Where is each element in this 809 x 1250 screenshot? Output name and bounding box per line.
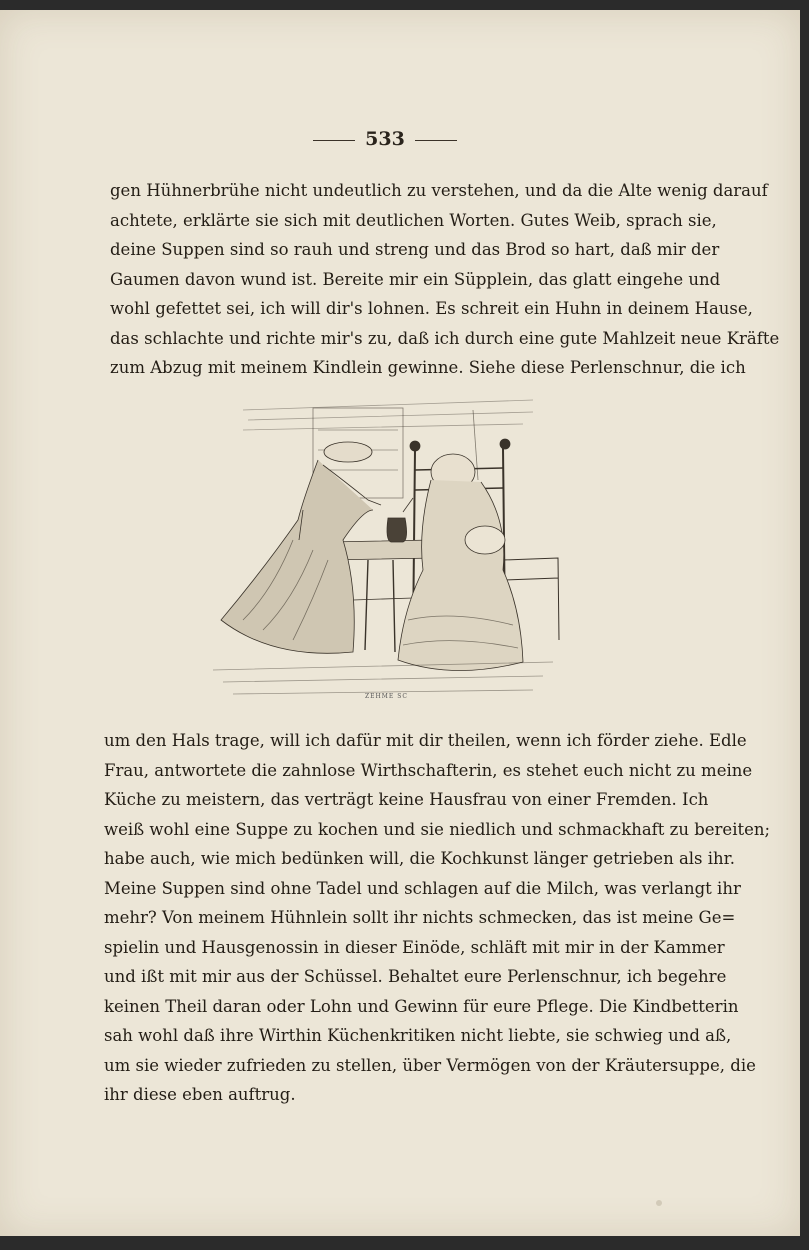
text-line: um den Hals trage, will ich dafür mit dir theilen, wenn ich förder ziehe. Edle: [104, 731, 747, 750]
text-line: Frau, antwortete die zahnlose Wirthschafterin, es stehet euch nicht zu meine: [104, 760, 753, 780]
text-line: ihr diese eben auftrug.: [104, 1085, 296, 1104]
text-line: gen Hühnerbrühe nicht undeutlich zu verstehen, und da die Alte wenig darauf: [110, 181, 768, 200]
text-line: Meine Suppen sind ohne Tadel und schlagen auf die Milch, was verlangt ihr: [104, 878, 741, 898]
page-number-text: 533: [365, 128, 405, 150]
text-line: spielin und Hausgenossin in dieser Einöde, schläft mit mir in der Kammer: [104, 937, 725, 957]
text-line: und ißt mit mir aus der Schüssel. Behaltet eure Perlenschnur, ich begehre: [104, 967, 727, 986]
book-page: [0, 10, 800, 1236]
page-number-dash-right: [415, 140, 457, 141]
page-number-dash-left: [313, 140, 355, 141]
illustration-signature: ZEHME SC: [365, 693, 408, 700]
text-line: mehr? Von meinem Hühnlein sollt ihr nichts schmecken, das ist meine Ge=: [104, 908, 736, 927]
paper-speck: [656, 1200, 662, 1206]
text-line: deine Suppen sind so rauh und streng und das Brod so hart, daß mir der: [110, 240, 720, 259]
text-line: zum Abzug mit meinem Kindlein gewinne. Siehe diese Perlenschnur, die ich: [110, 358, 746, 377]
text-line: wohl gefettet sei, ich will dir's lohnen. Es schreit ein Huhn in deinem Hause,: [110, 299, 753, 318]
page-number: [300, 128, 470, 150]
text-line: das schlachte und richte mir's zu, daß ich durch eine gute Mahlzeit neue Kräfte: [110, 328, 780, 348]
engraving-illustration: [203, 390, 565, 712]
text-line: achtete, erklärte sie sich mit deutlichen Worten. Gutes Weib, sprach sie,: [110, 210, 717, 230]
text-block-top: [110, 176, 780, 383]
text-line: Gaumen davon wund ist. Bereite mir ein Süpplein, das glatt eingehe und: [110, 269, 721, 289]
text-line: sah wohl daß ihre Wirthin Küchenkritiken nicht liebte, sie schwieg und aß,: [104, 1026, 732, 1045]
text-line: keinen Theil daran oder Lohn und Gewinn für eure Pflege. Die Kindbetterin: [104, 996, 739, 1016]
text-block-bottom: [104, 726, 771, 1110]
text-line: weiß wohl eine Suppe zu kochen und sie niedlich und schmackhaft zu bereiten;: [104, 819, 771, 839]
text-line: Küche zu meistern, das verträgt keine Hausfrau von einer Fremden. Ich: [104, 790, 709, 809]
text-line: um sie wieder zufrieden zu stellen, über Vermögen von der Kräutersuppe, die: [104, 1055, 756, 1075]
text-line: habe auch, wie mich bedünken will, die Kochkunst länger getrieben als ihr.: [104, 849, 735, 868]
